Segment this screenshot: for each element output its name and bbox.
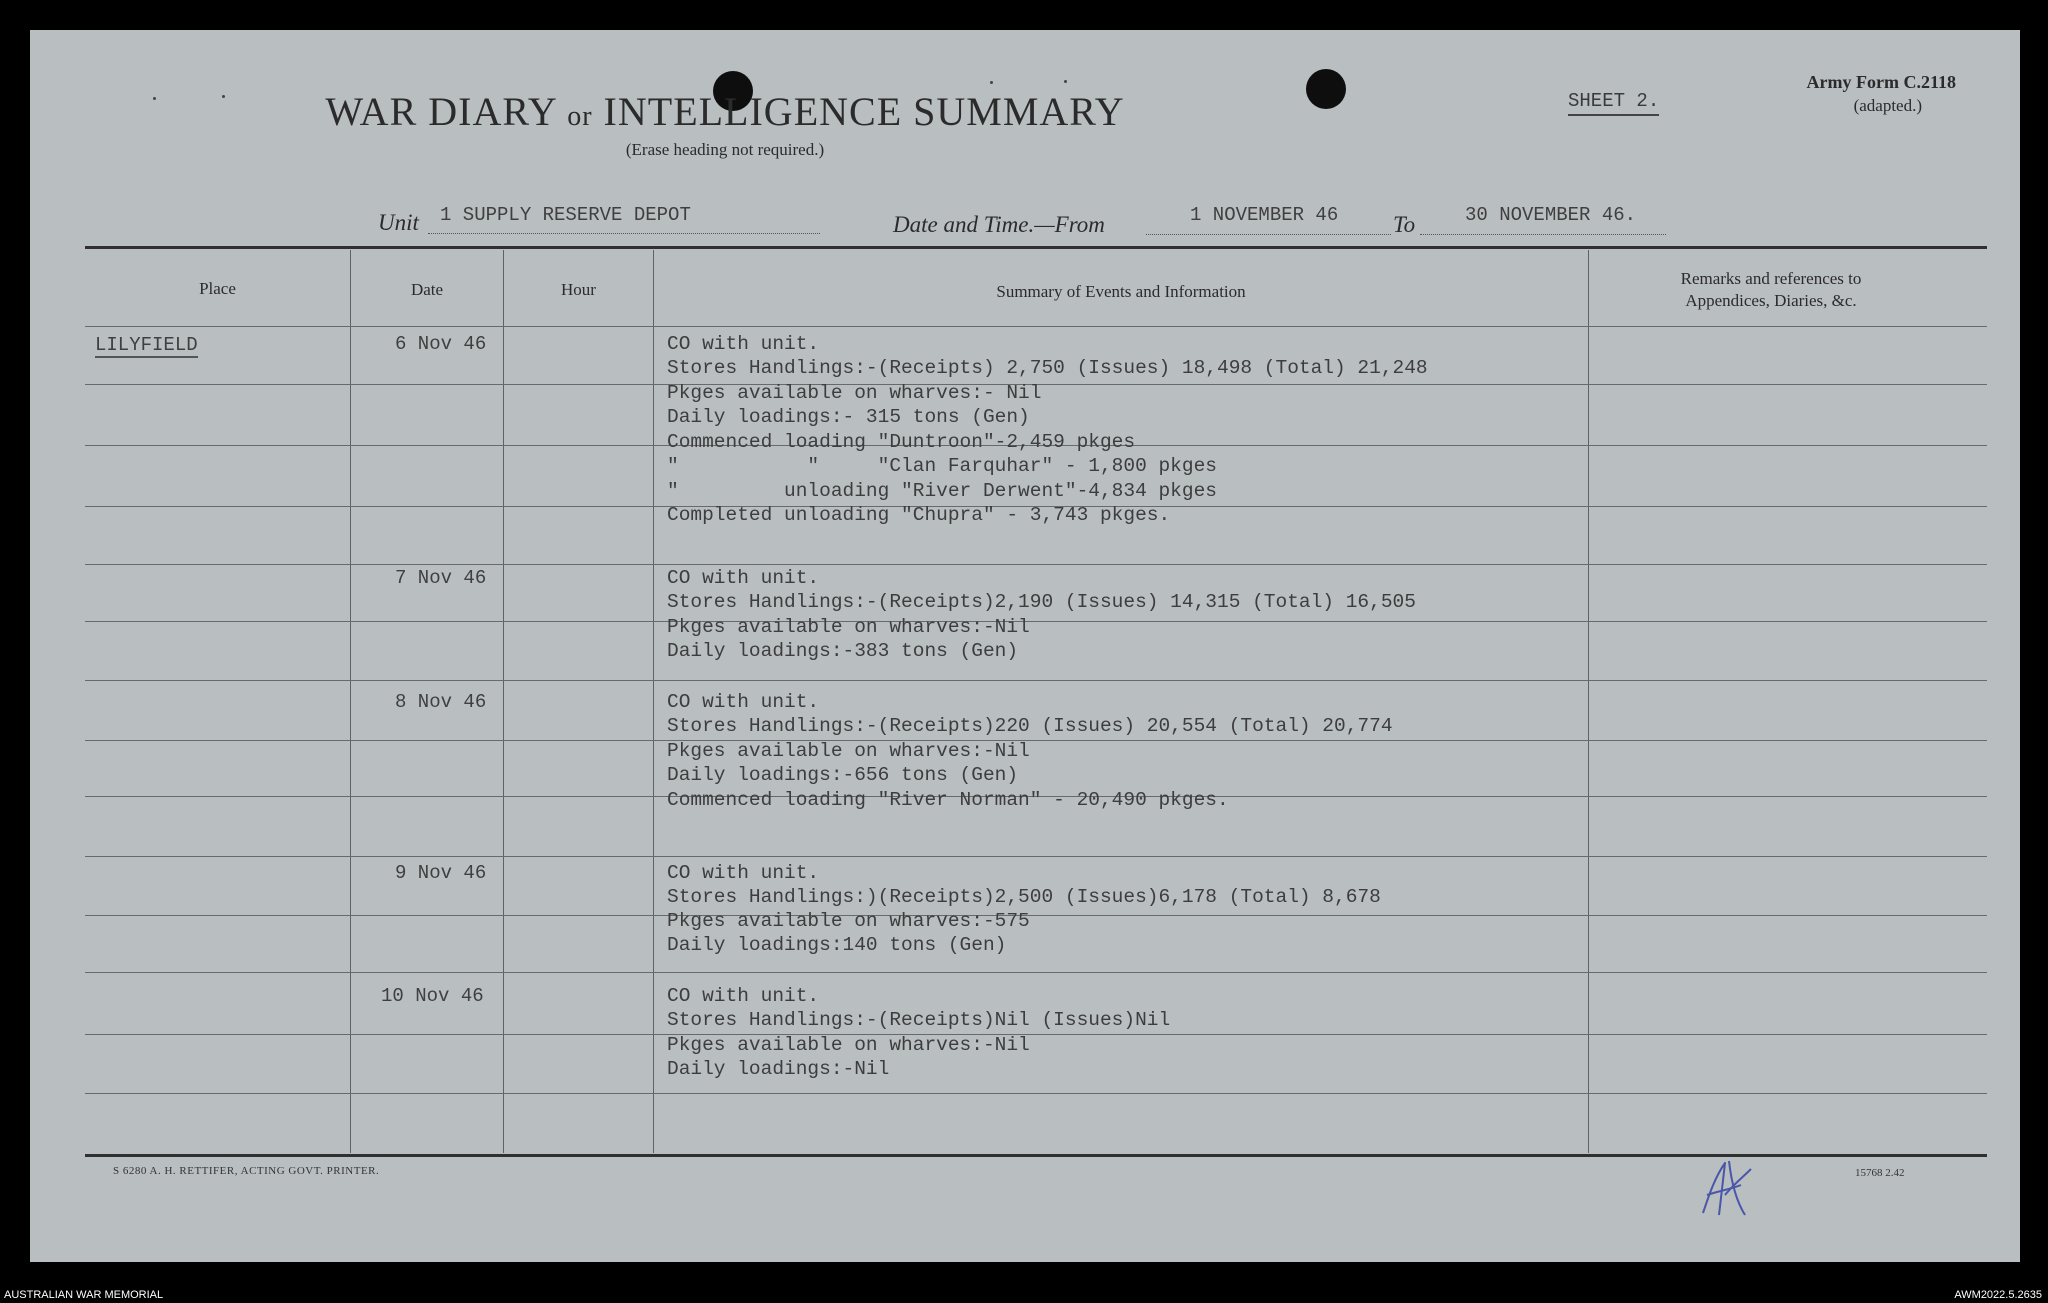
column-divider: [350, 250, 351, 1153]
row-line: [85, 1093, 1987, 1094]
place-value: LILYFIELD: [95, 334, 198, 356]
to-label: To: [1393, 212, 1416, 237]
column-header-remarks: Remarks and references to Appendices, Diaries, &c.: [1680, 269, 1862, 310]
entry-date: 9 Nov 46: [395, 862, 487, 884]
entry-line: CO with unit.: [667, 567, 820, 589]
entry-date: 6 Nov 46: [395, 333, 487, 355]
entry-line: Pkges available on wharves:-Nil: [667, 616, 1030, 638]
table-top-rule: [85, 246, 1987, 249]
entry-line: Stores Handlings:-(Receipts)220 (Issues) 20,554 (Total) 20,774: [667, 715, 1393, 737]
unit-label: Unit: [378, 210, 419, 235]
entry-date: 10 Nov 46: [381, 985, 484, 1007]
column-header-hour: Hour: [561, 280, 596, 299]
diary-title: WAR DIARY or INTELLIGENCE SUMMARY: [325, 89, 1125, 134]
diary-subtitle: (Erase heading not required.): [625, 140, 825, 159]
date-time-label: Date and Time.—From: [893, 212, 1105, 237]
column-header-date: Date: [410, 280, 444, 299]
unit-dotline: [428, 233, 820, 234]
sheet-number: SHEET 2.: [1568, 90, 1659, 116]
entry-line: CO with unit.: [667, 333, 820, 355]
entry-date: 7 Nov 46: [395, 567, 487, 589]
entry-line: Stores Handlings:-(Receipts)2,190 (Issues) 14,315 (Total) 16,505: [667, 591, 1416, 613]
row-line: [85, 740, 1987, 741]
army-form-number: Army Form C.2118: [1806, 72, 1956, 92]
header-separator: [85, 326, 1987, 327]
entry-line: Commenced loading "Duntroon"-2,459 pkges: [667, 431, 1136, 453]
entry-line: Pkges available on wharves:-575: [667, 910, 1030, 932]
row-line: [85, 564, 1987, 565]
entry-line: Pkges available on wharves:- Nil: [667, 382, 1042, 404]
archive-label: AUSTRALIAN WAR MEMORIAL: [4, 1289, 164, 1301]
entry-line: Commenced loading "River Norman" - 20,490 pkges.: [667, 789, 1229, 811]
entry-line: Stores Handlings:-(Receipts)Nil (Issues)Nil: [667, 1009, 1171, 1031]
archive-reference: AWM2022.5.2635: [1954, 1289, 2042, 1301]
handwritten-initials: [1695, 1155, 1755, 1220]
entry-line: Daily loadings:-Nil: [667, 1058, 890, 1080]
date-from: 1 NOVEMBER 46: [1190, 204, 1339, 226]
column-divider: [1588, 250, 1589, 1153]
entry-date: 8 Nov 46: [395, 691, 487, 713]
entry-line: Daily loadings:- 315 tons (Gen): [667, 406, 1030, 428]
army-form-adapted: (adapted.): [1853, 96, 1922, 115]
entry-line: Stores Handlings:-(Receipts) 2,750 (Issues) 18,498 (Total) 21,248: [667, 357, 1428, 379]
entry-line: Daily loadings:-383 tons (Gen): [667, 640, 1019, 662]
row-line: [85, 856, 1987, 857]
date-to: 30 NOVEMBER 46.: [1465, 204, 1637, 226]
to-dotline: [1420, 234, 1666, 235]
entry-line: CO with unit.: [667, 691, 820, 713]
paper-speck: [990, 81, 993, 84]
form-print-number: 15768 2.42: [1855, 1167, 1905, 1179]
entry-line: Pkges available on wharves:-Nil: [667, 1034, 1030, 1056]
entry-line: Stores Handlings:)(Receipts)2,500 (Issues)6,178 (Total) 8,678: [667, 886, 1381, 908]
row-line: [85, 972, 1987, 973]
entry-line: " " "Clan Farquhar" - 1,800 pkges: [667, 455, 1217, 477]
row-line: [85, 680, 1987, 681]
column-divider: [653, 250, 654, 1153]
entry-line: Daily loadings:-656 tons (Gen): [667, 764, 1019, 786]
entry-line: CO with unit.: [667, 862, 820, 884]
column-header-summary: Summary of Events and Information: [996, 282, 1246, 301]
column-header-place: Place: [199, 279, 236, 298]
row-line: [85, 915, 1987, 916]
unit-value: 1 SUPPLY RESERVE DEPOT: [440, 204, 691, 226]
printer-imprint: S 6280 A. H. RETTIFER, ACTING GOVT. PRINTER.: [113, 1165, 380, 1177]
from-dotline: [1146, 234, 1391, 235]
row-line: [85, 621, 1987, 622]
column-divider: [503, 250, 504, 1153]
entry-line: " unloading "River Derwent"-4,834 pkges: [667, 480, 1217, 502]
entry-line: CO with unit.: [667, 985, 820, 1007]
row-line: [85, 1034, 1987, 1035]
entry-line: Completed unloading "Chupra" - 3,743 pkges.: [667, 504, 1171, 526]
entry-line: Daily loadings:140 tons (Gen): [667, 934, 1007, 956]
paper-speck: [1064, 80, 1067, 83]
entry-line: Pkges available on wharves:-Nil: [667, 740, 1030, 762]
